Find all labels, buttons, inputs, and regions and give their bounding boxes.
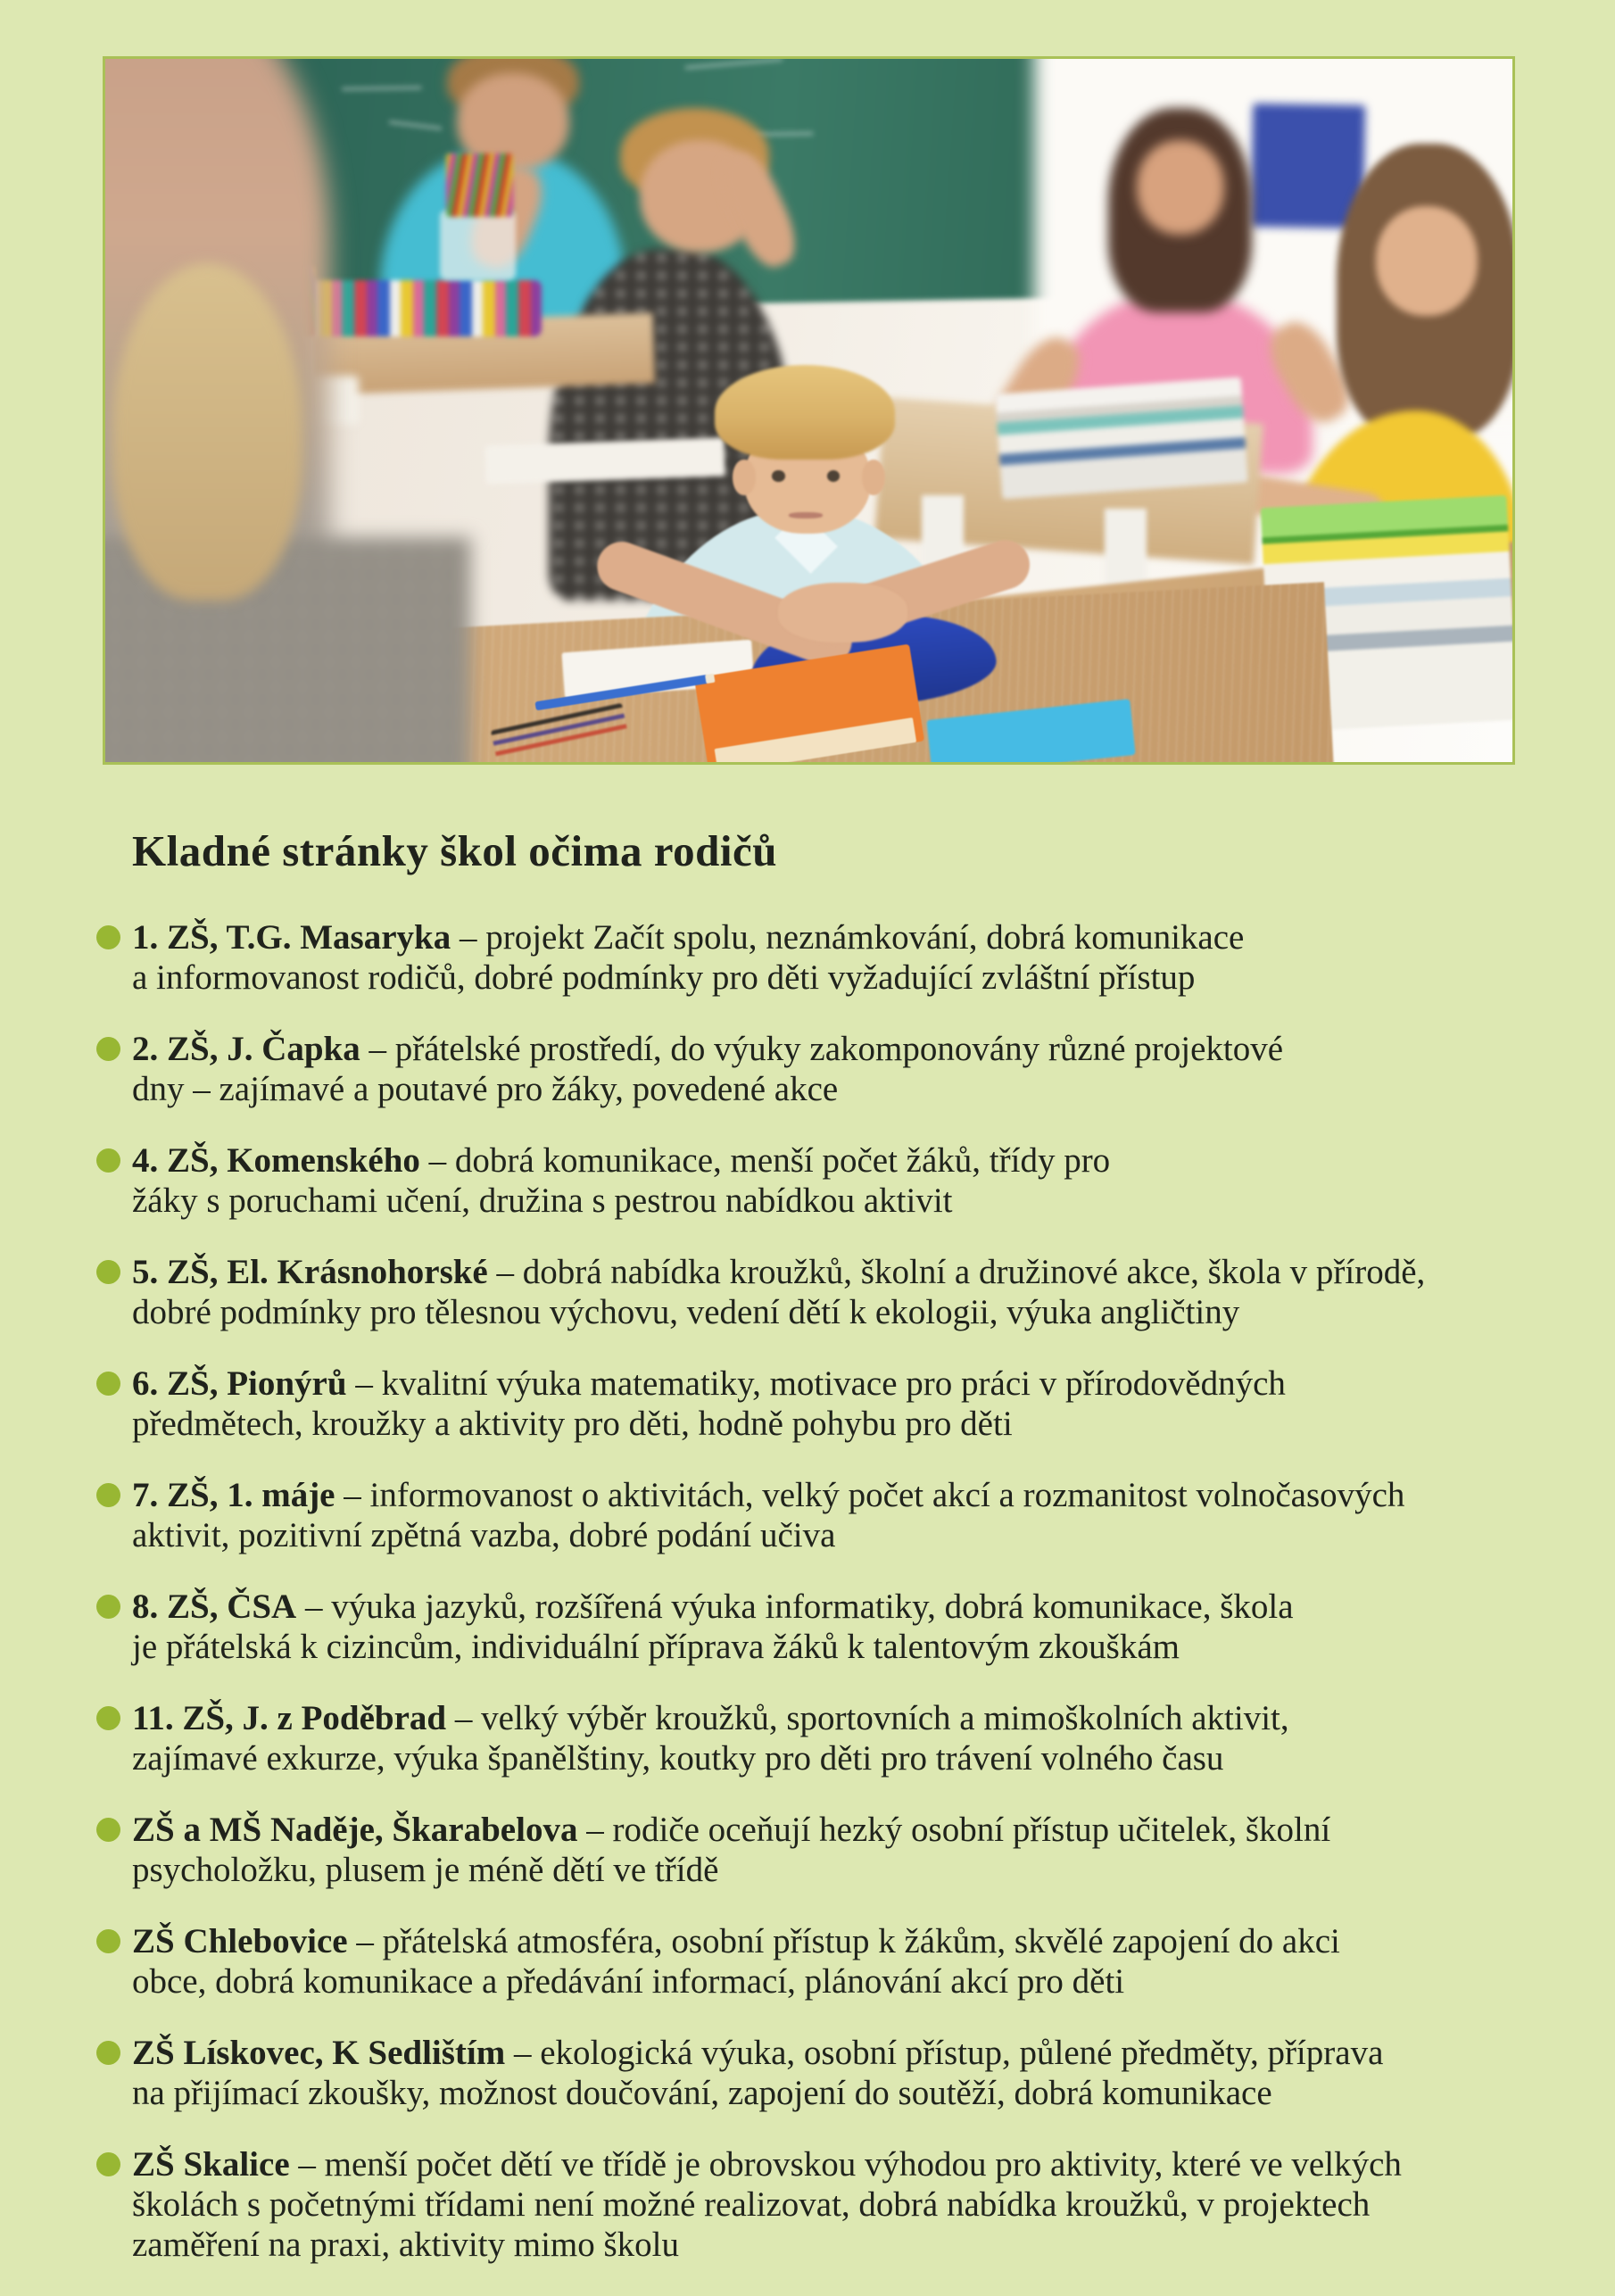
school-name: ZŠ Chlebovice (132, 1922, 348, 1960)
school-item: 4. ZŠ, Komenského – dobrá komunikace, menší počet žáků, třídy pro žáky s poruchami učení, družina s pestrou nabídkou aktivit (132, 1140, 1560, 1221)
chalk-writing (685, 58, 783, 70)
school-item: 11. ZŠ, J. z Poděbrad – velký výběr kroužků, sportovních a mimoškolních aktivit, zajímavé exkurze, výuka španělštiny, koutky pro děti pro trávení volného času (132, 1698, 1560, 1778)
school-name: 7. ZŠ, 1. máje (132, 1476, 335, 1514)
page-title: Kladné stránky škol očima rodičů (132, 826, 777, 875)
school-name: 2. ZŠ, J. Čapka (132, 1030, 360, 1068)
school-item: 5. ZŠ, El. Krásnohorské – dobrá nabídka kroužků, školní a družinové akce, škola v přírodě, dobré podmínky pro tělesnou výchovu, vedení dětí k ekologii, výuka angličtiny (132, 1252, 1560, 1332)
school-item: ZŠ Skalice – menší počet dětí ve třídě je obrovskou výhodou pro aktivity, které ve velkých školách s početnými třídami není možné realizovat, dobrá nabídka kroužků, v projektech zaměření na praxi, aktivity mimo školu (132, 2144, 1560, 2265)
school-name: 6. ZŠ, Pionýrů (132, 1364, 347, 1403)
school-name: ZŠ Skalice (132, 2145, 290, 2184)
school-item: ZŠ a MŠ Naděje, Škarabelova – rodiče oceňují hezký osobní přístup učitelek, školní psycholožku, plusem je méně dětí ve třídě (132, 1810, 1560, 1890)
main-boy-ear (733, 460, 755, 494)
main-boy-mouth (789, 512, 823, 518)
school-name: 11. ZŠ, J. z Poděbrad (132, 1699, 447, 1737)
school-item: 8. ZŠ, ČSA – výuka jazyků, rozšířená výuka informatiky, dobrá komunikace, škola je přátelská k cizincům, individuální příprava žáků k talentovým zkouškám (132, 1587, 1560, 1667)
school-item: ZŠ Lískovec, K Sedlištím – ekologická výuka, osobní přístup, půlené předměty, příprava na přijímací zkoušky, možnost doučování, zapojení do soutěží, dobrá komunikace (132, 2033, 1560, 2113)
school-name: 5. ZŠ, El. Krásnohorské (132, 1253, 488, 1291)
main-boy-hair (715, 365, 895, 460)
school-name: 1. ZŠ, T.G. Masaryka (132, 918, 451, 957)
classroom-photo (103, 56, 1515, 765)
book-stack-upper (996, 377, 1249, 500)
school-name: 8. ZŠ, ČSA (132, 1587, 297, 1626)
colored-pencils (446, 153, 514, 217)
main-boy-hands (778, 583, 907, 642)
chalk-writing (389, 120, 443, 130)
school-item: 2. ZŠ, J. Čapka – přátelské prostředí, do výuky zakomponovány různé projektové dny – zajímavé a poutavé pro žáky, povedené akce (132, 1029, 1560, 1109)
text-content (132, 828, 1560, 2296)
pencil-glass (440, 210, 516, 280)
chalk-writing (342, 86, 422, 91)
main-boy-eye (772, 470, 784, 482)
school-item: 6. ZŠ, Pionýrů – kvalitní výuka matematiky, motivace pro práci v přírodovědných předmětech, kroužky a aktivity pro děti, hodně pohybu pro děti (132, 1364, 1560, 1444)
school-name: ZŠ a MŠ Naděje, Škarabelova (132, 1811, 578, 1849)
student-pink-head (1137, 140, 1224, 235)
student-yellow-head (1376, 206, 1478, 315)
main-boy-ear (862, 460, 884, 494)
main-boy-eye (827, 470, 840, 482)
school-item: 7. ZŠ, 1. máje – informovanost o aktivitách, velký počet akcí a rozmanitost volnočasových aktivit, pozitivní zpětná vazba, dobré podání učiva (132, 1475, 1560, 1555)
student-blonde-head (112, 263, 302, 601)
school-list (132, 917, 1560, 2265)
school-name: ZŠ Lískovec, K Sedlištím (132, 2034, 506, 2072)
school-item: 1. ZŠ, T.G. Masaryka – projekt Začít spolu, neznámkování, dobrá komunikace a informovanost rodičů, dobré podmínky pro děti vyžadující zvláštní přístup (132, 917, 1560, 998)
school-item: ZŠ Chlebovice – přátelská atmosféra, osobní přístup k žákům, skvělé zapojení do akci obce, dobrá komunikace a předávání informací, plánování akcí pro děti (132, 1921, 1560, 2002)
school-name: 4. ZŠ, Komenského (132, 1141, 420, 1180)
